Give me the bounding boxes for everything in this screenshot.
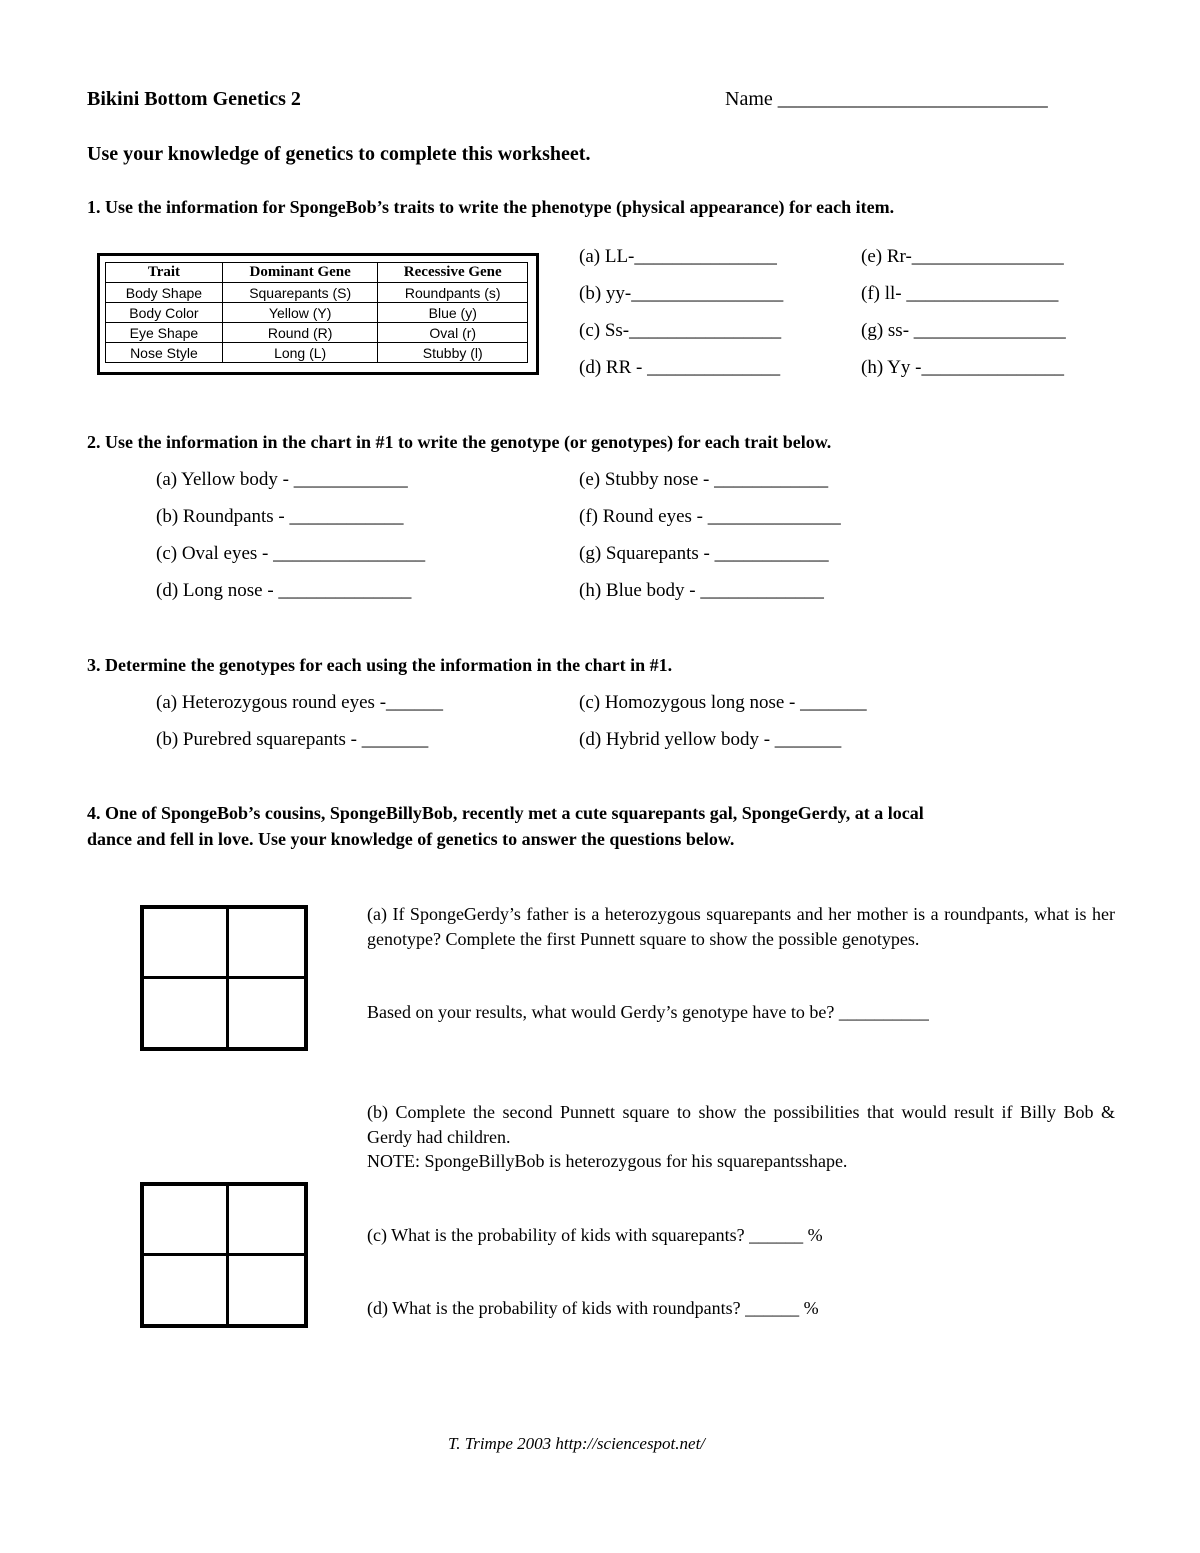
punnett-divider-horizontal bbox=[144, 976, 304, 979]
q4-b-text: (b) Complete the second Punnett square to show the possibilities that would result if Billy Bob & Gerdy had children. bbox=[367, 1102, 1115, 1147]
table-cell: Round (R) bbox=[222, 323, 378, 343]
table-cell: Body Color bbox=[106, 303, 223, 323]
table-cell: Blue (y) bbox=[378, 303, 528, 323]
q2-item-g: (g) Squarepants - ____________ bbox=[579, 543, 829, 564]
q2-prompt: 2. Use the information in the chart in #1 to write the genotype (or genotypes) for each trait below. bbox=[87, 432, 832, 452]
table-row bbox=[106, 283, 528, 303]
q1-item-f: (f) ll- ________________ bbox=[861, 283, 1059, 304]
intro-instruction: Use your knowledge of genetics to complete this worksheet. bbox=[87, 143, 591, 165]
q3-item-b: (b) Purebred squarepants - _______ bbox=[156, 729, 429, 750]
q1-item-h: (h) Yy -_______________ bbox=[861, 357, 1064, 378]
punnett-divider-horizontal bbox=[144, 1253, 304, 1256]
header-dominant: Dominant Gene bbox=[222, 263, 378, 283]
q2-item-a: (a) Yellow body - ____________ bbox=[156, 469, 408, 490]
q4-a-followup: Based on your results, what would Gerdy’s genotype have to be? __________ bbox=[367, 1002, 929, 1022]
table-row bbox=[106, 303, 528, 323]
header-trait: Trait bbox=[106, 263, 223, 283]
worksheet-title: Bikini Bottom Genetics 2 bbox=[87, 88, 301, 110]
table-row bbox=[106, 343, 528, 363]
q1-prompt: 1. Use the information for SpongeBob’s traits to write the phenotype (physical appearance) for each item. bbox=[87, 197, 895, 217]
table-cell: Eye Shape bbox=[106, 323, 223, 343]
q1-item-d: (d) RR - ______________ bbox=[579, 357, 781, 378]
q2-item-c: (c) Oval eyes - ________________ bbox=[156, 543, 426, 564]
q2-item-e: (e) Stubby nose - ____________ bbox=[579, 469, 829, 490]
table-cell: Body Shape bbox=[106, 283, 223, 303]
q4-a-text: (a) If SpongeGerdy’s father is a heterozygous squarepants and her mother is a roundpants, what is her genotype? Complete the first Punnett square to show the possible genotypes. bbox=[367, 904, 1115, 949]
table-cell: Squarepants (S) bbox=[222, 283, 378, 303]
table-row bbox=[106, 323, 528, 343]
q1-item-b: (b) yy-________________ bbox=[579, 283, 784, 304]
q2-item-b: (b) Roundpants - ____________ bbox=[156, 506, 404, 527]
q3-prompt: 3. Determine the genotypes for each using the information in the chart in #1. bbox=[87, 655, 673, 675]
name-field: Name ___________________________ bbox=[725, 88, 1048, 110]
table-cell: Stubby (l) bbox=[378, 343, 528, 363]
table-cell: Nose Style bbox=[106, 343, 223, 363]
q3-item-c: (c) Homozygous long nose - _______ bbox=[579, 692, 867, 713]
q4-c-text: (c) What is the probability of kids with squarepants? ______ % bbox=[367, 1225, 823, 1245]
q1-item-c: (c) Ss-________________ bbox=[579, 320, 782, 341]
q3-item-a: (a) Heterozygous round eyes -______ bbox=[156, 692, 444, 713]
table-cell: Oval (r) bbox=[378, 323, 528, 343]
punnett-square-1[interactable] bbox=[140, 905, 308, 1051]
q4-d-text: (d) What is the probability of kids with roundpants? ______ % bbox=[367, 1298, 819, 1318]
q1-item-e: (e) Rr-________________ bbox=[861, 246, 1064, 267]
table-cell: Long (L) bbox=[222, 343, 378, 363]
table-cell: Roundpants (s) bbox=[378, 283, 528, 303]
q4-b-note: NOTE: SpongeBillyBob is heterozygous for his squarepantsshape. bbox=[367, 1151, 848, 1171]
q4-prompt-line2: dance and fell in love. Use your knowledge of genetics to answer the questions below. bbox=[87, 829, 735, 849]
q2-item-f: (f) Round eyes - ______________ bbox=[579, 506, 841, 527]
trait-table-header-row bbox=[106, 263, 528, 283]
q2-item-d: (d) Long nose - ______________ bbox=[156, 580, 412, 601]
footer-credit: T. Trimpe 2003 http://sciencespot.net/ bbox=[448, 1434, 706, 1453]
q1-item-g: (g) ss- ________________ bbox=[861, 320, 1066, 341]
header-recessive: Recessive Gene bbox=[378, 263, 528, 283]
q2-item-h: (h) Blue body - _____________ bbox=[579, 580, 824, 601]
trait-table-frame bbox=[97, 253, 539, 375]
punnett-square-2[interactable] bbox=[140, 1182, 308, 1328]
trait-table bbox=[105, 262, 528, 363]
q3-item-d: (d) Hybrid yellow body - _______ bbox=[579, 729, 842, 750]
q4-prompt-line1: 4. One of SpongeBob’s cousins, SpongeBillyBob, recently met a cute squarepants gal, SpongeGerdy, at a local bbox=[87, 803, 924, 823]
q1-item-a: (a) LL-_______________ bbox=[579, 246, 777, 267]
table-cell: Yellow (Y) bbox=[222, 303, 378, 323]
